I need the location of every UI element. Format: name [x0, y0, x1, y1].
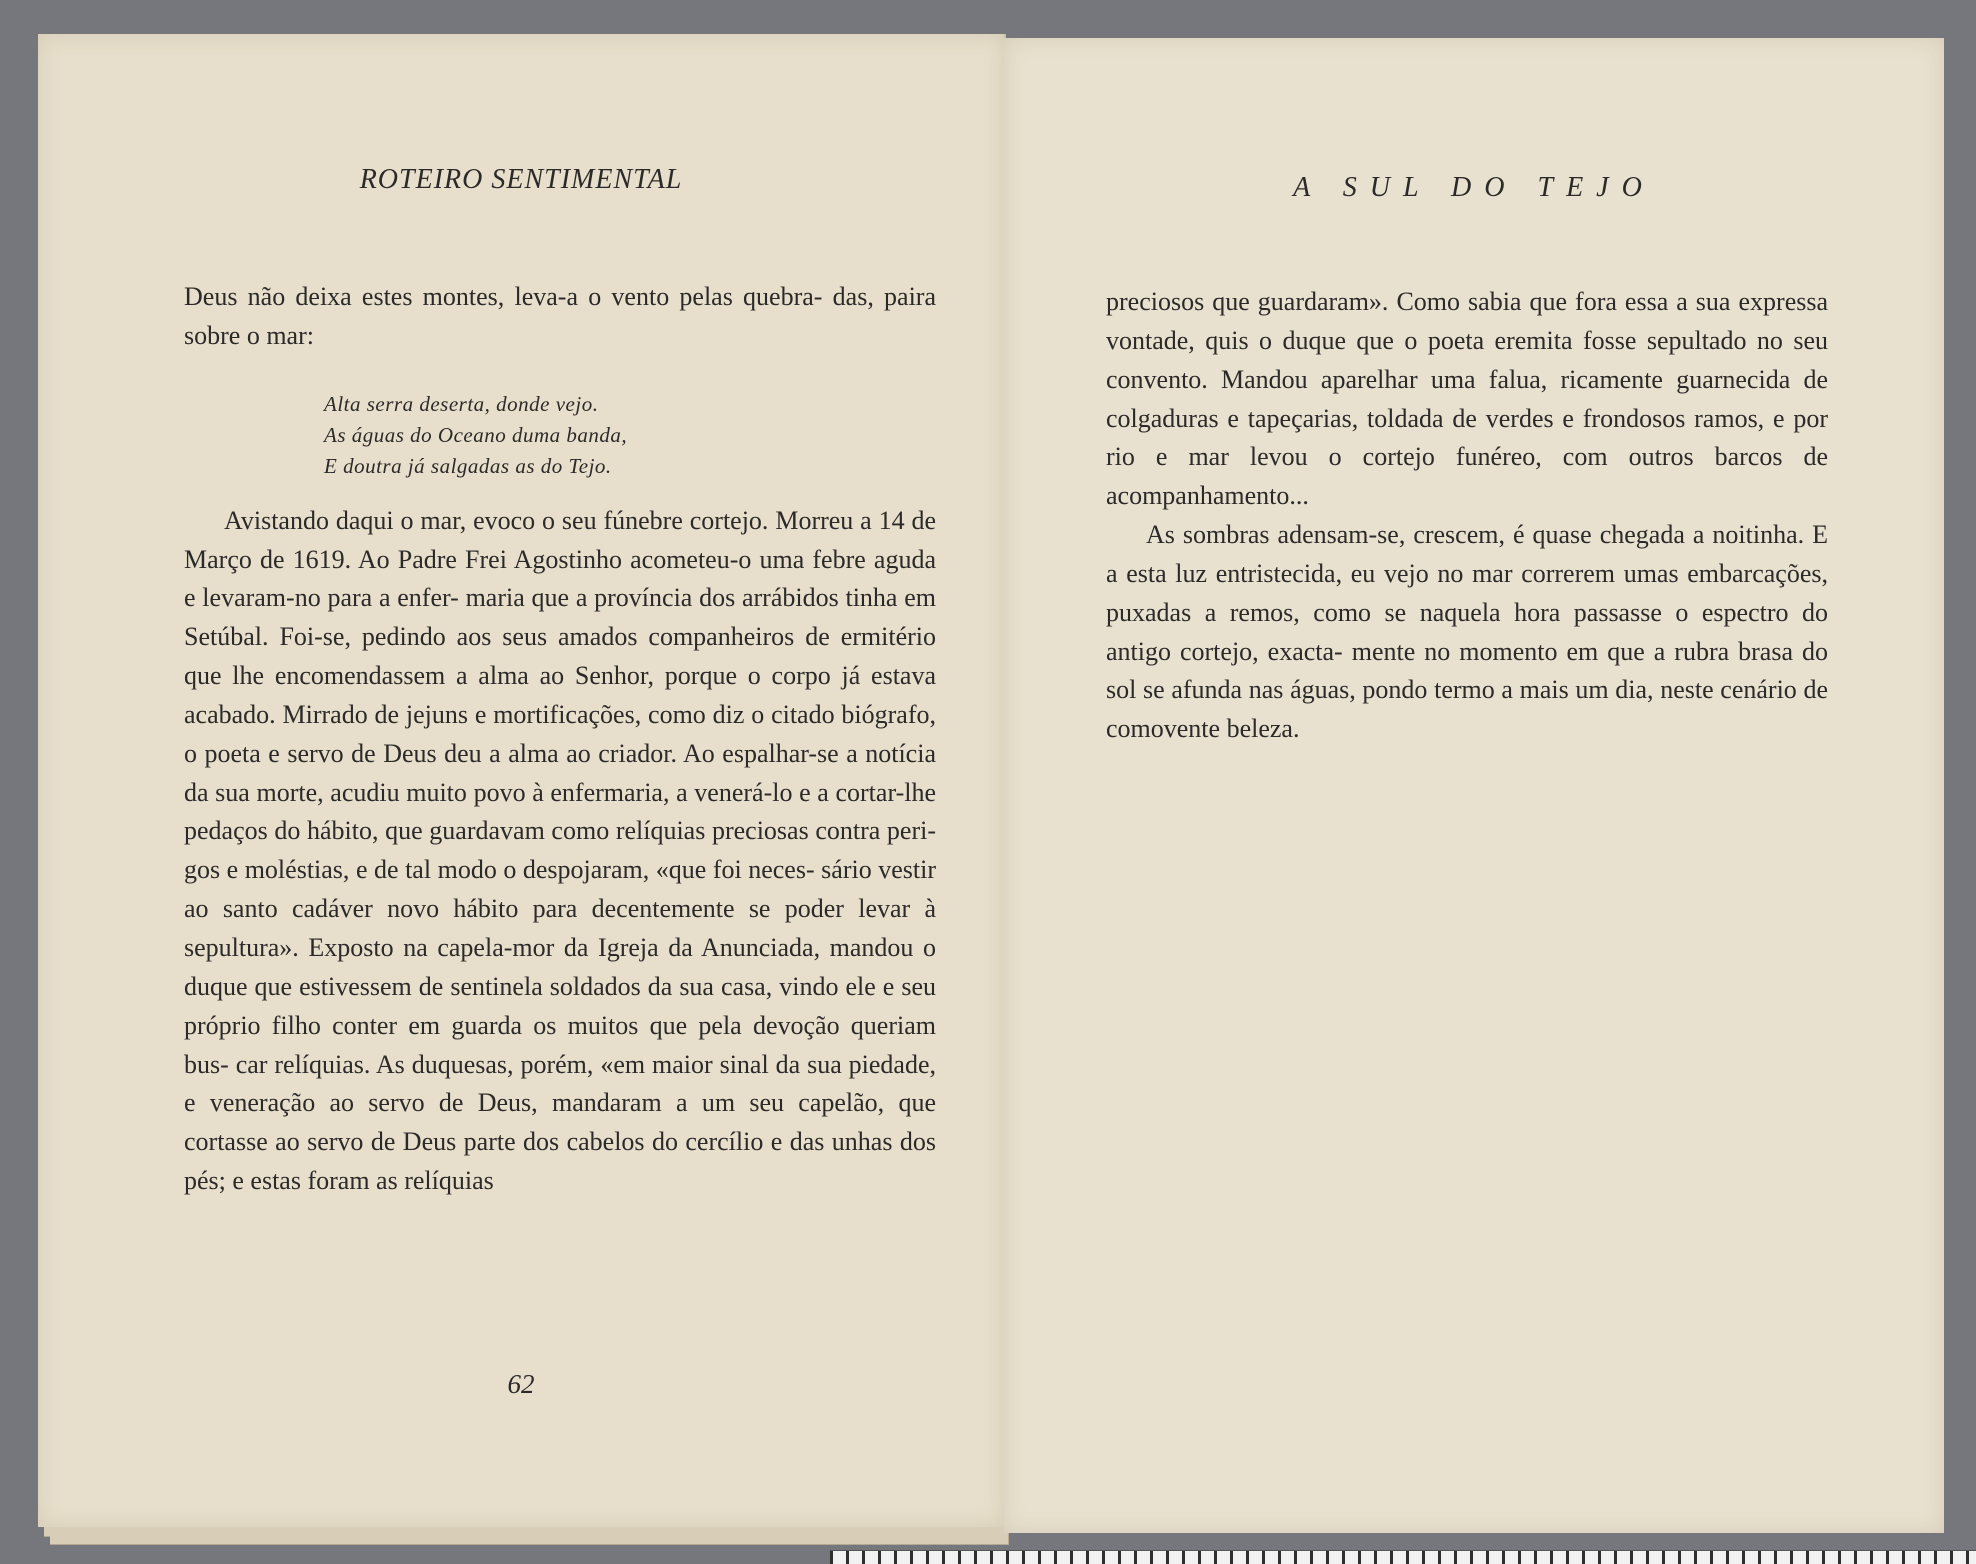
text-line: Foi-se, pedindo aos seus amados companheiros de ermitério — [279, 622, 937, 652]
right-page — [1004, 38, 1944, 1533]
text-line: nas águas, pondo termo a mais um dia, neste cenário de — [1248, 675, 1828, 705]
text-line: naquela hora passasse o espectro do antigo cortejo, exacta- — [1106, 597, 1829, 666]
continuation-paragraph — [1106, 283, 1828, 516]
verse-line: Alta serra deserta, donde vejo. — [324, 391, 599, 416]
text-line: car relíquias. As duquesas, porém, «em maior sinal da sua — [235, 1049, 842, 1079]
text-line: povo à enfermaria, a venerá-lo e a cortar-lhe pedaços do — [184, 777, 936, 846]
text-line: sepultado no seu convento. Mandou aparelhar uma falua, — [1106, 325, 1828, 394]
closing-paragraph — [1106, 516, 1828, 749]
text-line: correrem umas embarcações, puxadas a remos, como se — [1106, 558, 1828, 627]
text-line: das, paira sobre o mar: — [184, 282, 937, 350]
left-page — [38, 34, 1006, 1527]
text-line: verdes e frondosos ramos, e por rio e mar levou o cortejo — [1106, 403, 1829, 472]
text-line: seu capelão, que cortasse ao servo de Deus parte dos cabelos — [184, 1088, 937, 1157]
text-line: Deus não deixa estes montes, leva-a o vento pelas quebra- — [184, 282, 823, 311]
text-line: acometeu-o uma febre aguda e levaram-no para a enfer- — [184, 544, 936, 613]
main-paragraph — [184, 502, 936, 1201]
running-head: ROTEIRO SENTIMENTAL — [359, 164, 683, 195]
text-line: preciosos que guardaram». Como sabia que fora essa a sua — [1106, 287, 1731, 316]
text-line: Igreja da Anunciada, mandou o duque que estivessem de — [184, 932, 937, 1001]
text-line: sentinela soldados da sua casa, vindo ele e seu próprio filho — [184, 971, 937, 1040]
text-line: já estava acabado. Mirrado de jejuns e mortificações, como — [184, 661, 937, 729]
text-line: conter em guarda os muitos que pela devoção queriam bus- — [184, 1010, 936, 1079]
text-line: diz o citado biógrafo, o poeta e servo de Deus deu a alma ao — [184, 699, 937, 768]
verse-line: As águas do Oceano duma banda, — [324, 422, 628, 447]
text-line: maria que a província dos arrábidos tinha em Setúbal. — [184, 583, 936, 652]
opening-paragraph — [184, 278, 936, 356]
text-line: do cercílio e das unhas dos pés; e estas foram as relíquias — [184, 1127, 936, 1196]
text-line: comovente beleza. — [1106, 714, 1300, 744]
verse-line: E doutra já salgadas as do Tejo. — [324, 453, 612, 478]
verse-quote — [324, 389, 936, 482]
text-line: sário vestir ao santo cadáver novo hábito para decentemente — [184, 855, 937, 924]
text-line: funéreo, com outros barcos de acompanhamento... — [1106, 442, 1829, 511]
scale-bar — [830, 1550, 1976, 1564]
text-line: Morreu a 14 de Março de 1619. Ao Padre Frei Agostinho — [184, 505, 937, 574]
left-page-body — [184, 278, 936, 1201]
text-line: gos e moléstias, e de tal modo o despojaram, «que foi neces- — [184, 855, 815, 885]
text-line: Avistando daqui o mar, evoco o seu fúnebre cortejo. — [224, 505, 769, 535]
text-line: criador. Ao espalhar-se a notícia da sua morte, acudiu muito — [184, 738, 936, 807]
page-number: 62 — [507, 1369, 535, 1399]
running-head: A SUL DO TEJO — [1293, 172, 1655, 203]
text-line: se poder levar à sepultura». Exposto na capela-mor da — [184, 894, 936, 962]
text-line: expressa vontade, quis o duque que o poeta eremita fosse — [1106, 287, 1829, 355]
text-line: hábito, que guardavam como relíquias preciosas contra peri- — [307, 816, 937, 846]
text-line: ricamente guarnecida de colgaduras e tapeçarias, toldada de — [1106, 364, 1828, 433]
text-line: que lhe encomendassem a alma ao Senhor, porque o corpo — [184, 661, 831, 691]
text-line: a noitinha. E a esta luz entristecida, eu vejo no mar — [1106, 520, 1829, 588]
text-line: As sombras adensam-se, crescem, é quase chegada — [1146, 520, 1685, 550]
right-page-body — [1106, 283, 1828, 749]
text-line: piedade, e veneração ao servo de Deus, mandaram a um — [184, 1049, 937, 1118]
text-line: mente no momento em que a rubra brasa do sol se afunda — [1106, 636, 1829, 705]
